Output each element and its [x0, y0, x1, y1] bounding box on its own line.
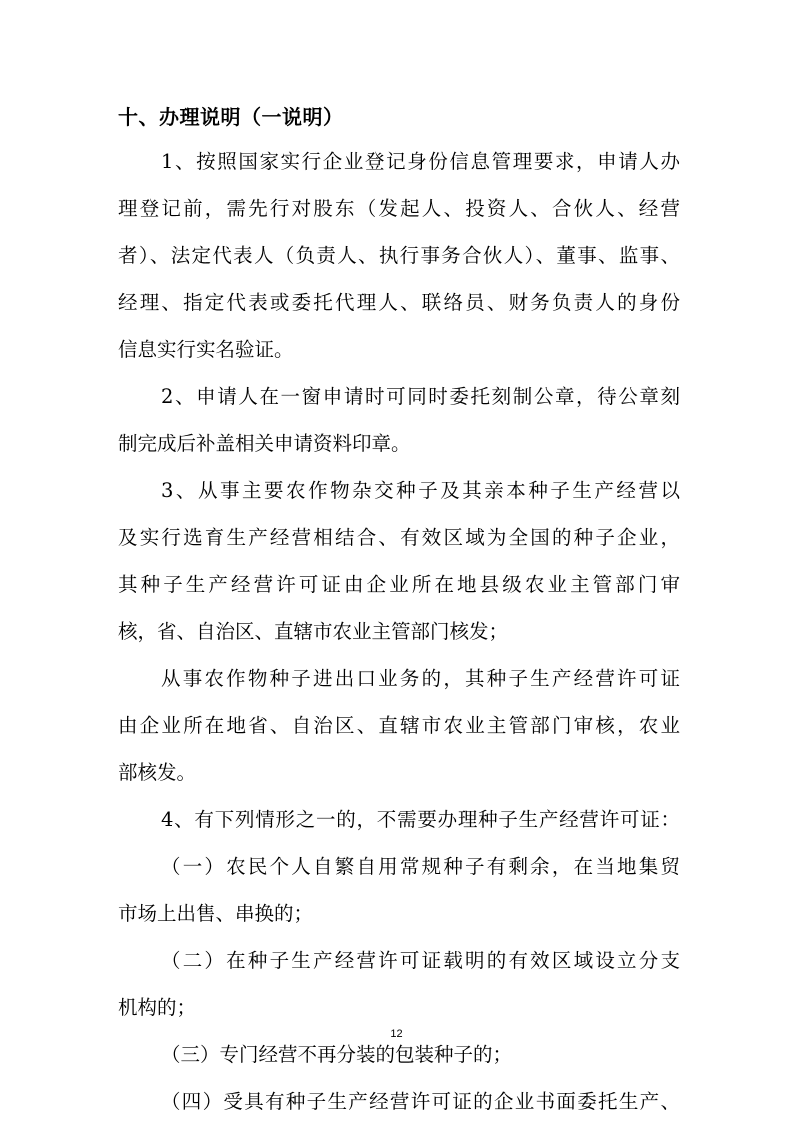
paragraph-line: 信息实行实名验证。: [118, 338, 294, 361]
paragraph-line: 4、有下列情形之一的，不需要办理种子生产经营许可证：: [161, 808, 680, 831]
page-number: 12: [390, 1028, 403, 1040]
paragraph-line: （三）专门经营不再分装的包装种子的；: [161, 1043, 513, 1066]
paragraph-line: 部核发。: [118, 761, 197, 784]
body-text: [118, 138, 680, 1125]
paragraph-line: 及实行选育生产经营相结合、有效区域为全国的种子企业，: [118, 526, 680, 549]
paragraph-line: 2、申请人在一窗申请时可同时委托刻制公章，待公章刻: [161, 385, 680, 408]
paragraph-line: 1、按照国家实行企业登记身份信息管理要求，申请人办: [161, 150, 680, 173]
paragraph-line: 经理、指定代表或委托代理人、联络员、财务负责人的身份: [118, 291, 680, 314]
paragraph-line: 理登记前，需先行对股东（发起人、投资人、合伙人、经营: [118, 197, 680, 220]
paragraph-line: （四）受具有种子生产经营许可证的企业书面委托生产、: [161, 1090, 680, 1113]
paragraph-line: 核，省、自治区、直辖市农业主管部门核发；: [118, 620, 509, 643]
paragraph-line: 机构的；: [118, 996, 197, 1019]
paragraph-line: 3、从事主要农作物杂交种子及其亲本种子生产经营以: [161, 479, 680, 502]
paragraph-line: 者）、法定代表人（负责人、执行事务合伙人）、董事、监事、: [118, 244, 680, 267]
paragraph-line: 由企业所在地省、自治区、直辖市农业主管部门审核，农业: [118, 714, 680, 737]
paragraph-line: 从事农作物种子进出口业务的，其种子生产经营许可证: [161, 667, 680, 690]
paragraph-line: 其种子生产经营许可证由企业所在地县级农业主管部门审: [118, 573, 680, 596]
paragraph-line: （二）在种子生产经营许可证载明的有效区域设立分支: [161, 949, 680, 972]
paragraph-line: 制完成后补盖相关申请资料印章。: [118, 432, 411, 455]
section-heading: 十、办理说明（一说明）: [118, 105, 344, 129]
paragraph-line: 市场上出售、串换的；: [118, 902, 314, 925]
paragraph-line: （一）农民个人自繁自用常规种子有剩余，在当地集贸: [161, 855, 680, 878]
